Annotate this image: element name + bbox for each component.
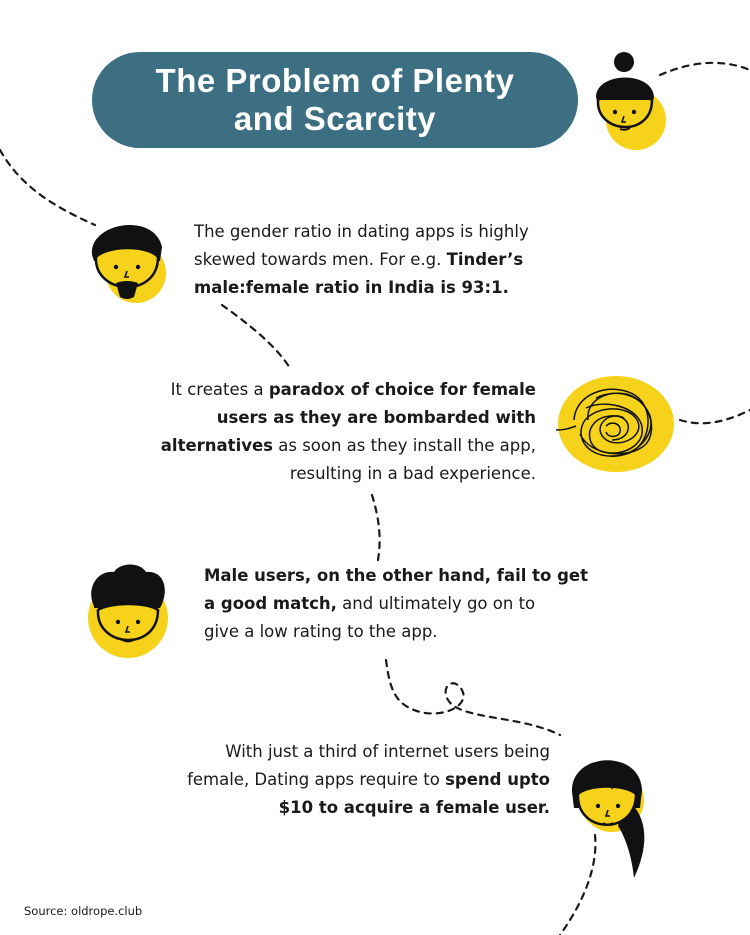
point-2-line-4-seg-1: resulting in a bad experience.: [289, 464, 536, 483]
point-2-line-1: [161, 376, 536, 404]
point-2-line-2-seg-1: users as they are bombarded with: [216, 408, 536, 427]
point-4-line-2-seg-2: spend upto: [445, 770, 550, 789]
point-2-line-1-seg-1: It creates a: [170, 380, 269, 399]
point-3-line-3-seg-1: give a low rating to the app.: [204, 622, 438, 641]
point-2-line-1-seg-2: paradox of choice for female: [268, 380, 536, 399]
point-2-line-3-seg-2: as soon as they install the app,: [273, 436, 536, 455]
point-1-line-2-seg-2: Tinder’s: [446, 250, 524, 269]
tangled-scribble-icon: [546, 368, 686, 478]
point-2-line-3: [161, 432, 536, 460]
man-with-top-bun-icon: [582, 42, 672, 160]
point-1-line-2: [194, 246, 529, 274]
title-line-1: The Problem of Plenty: [155, 62, 515, 99]
point-3-line-2: [204, 590, 588, 618]
point-4-line-1-seg-1: With just a third of internet users being: [225, 742, 550, 761]
point-4-line-1: [187, 738, 550, 766]
point-2-line-4: [161, 460, 536, 488]
title-line-2: and Scarcity: [233, 100, 437, 137]
curly-hair-man-icon: [80, 560, 174, 662]
point-1-line-3-seg-1: male:female ratio in India is 93:1.: [194, 278, 509, 297]
title-banner: [92, 52, 578, 148]
point-1-line-1: [194, 218, 529, 246]
woman-with-ponytail-icon: [560, 738, 656, 888]
point-3-line-1-seg-1: Male users, on the other hand, fail to get: [204, 566, 588, 585]
point-2-line-3-seg-1: alternatives: [160, 436, 273, 455]
point-4-line-2-seg-1: female, Dating apps require to: [187, 770, 446, 789]
source-credit: Source: oldrope.club: [24, 904, 143, 918]
point-4-line-2: [187, 766, 550, 794]
man-with-goatee-icon: [82, 205, 174, 309]
point-1-text: [194, 218, 529, 302]
point-1-line-1-seg-1: The gender ratio in dating apps is highly: [194, 222, 529, 241]
point-2-text: [161, 376, 536, 488]
point-3-line-2-seg-2: and ultimately go on to: [336, 594, 536, 613]
point-3-line-1: [204, 562, 588, 590]
point-3-line-2-seg-1: a good match,: [204, 594, 337, 613]
point-1-line-3: [194, 274, 529, 302]
point-4-line-3-seg-1: $10 to acquire a female user.: [278, 798, 550, 817]
point-4-line-3: [187, 794, 550, 822]
point-1-line-2-seg-1: skewed towards men. For e.g.: [194, 250, 447, 269]
point-4-text: [187, 738, 550, 822]
point-3-line-3: [204, 618, 588, 646]
point-3-text: [204, 562, 588, 646]
point-2-line-2: [161, 404, 536, 432]
